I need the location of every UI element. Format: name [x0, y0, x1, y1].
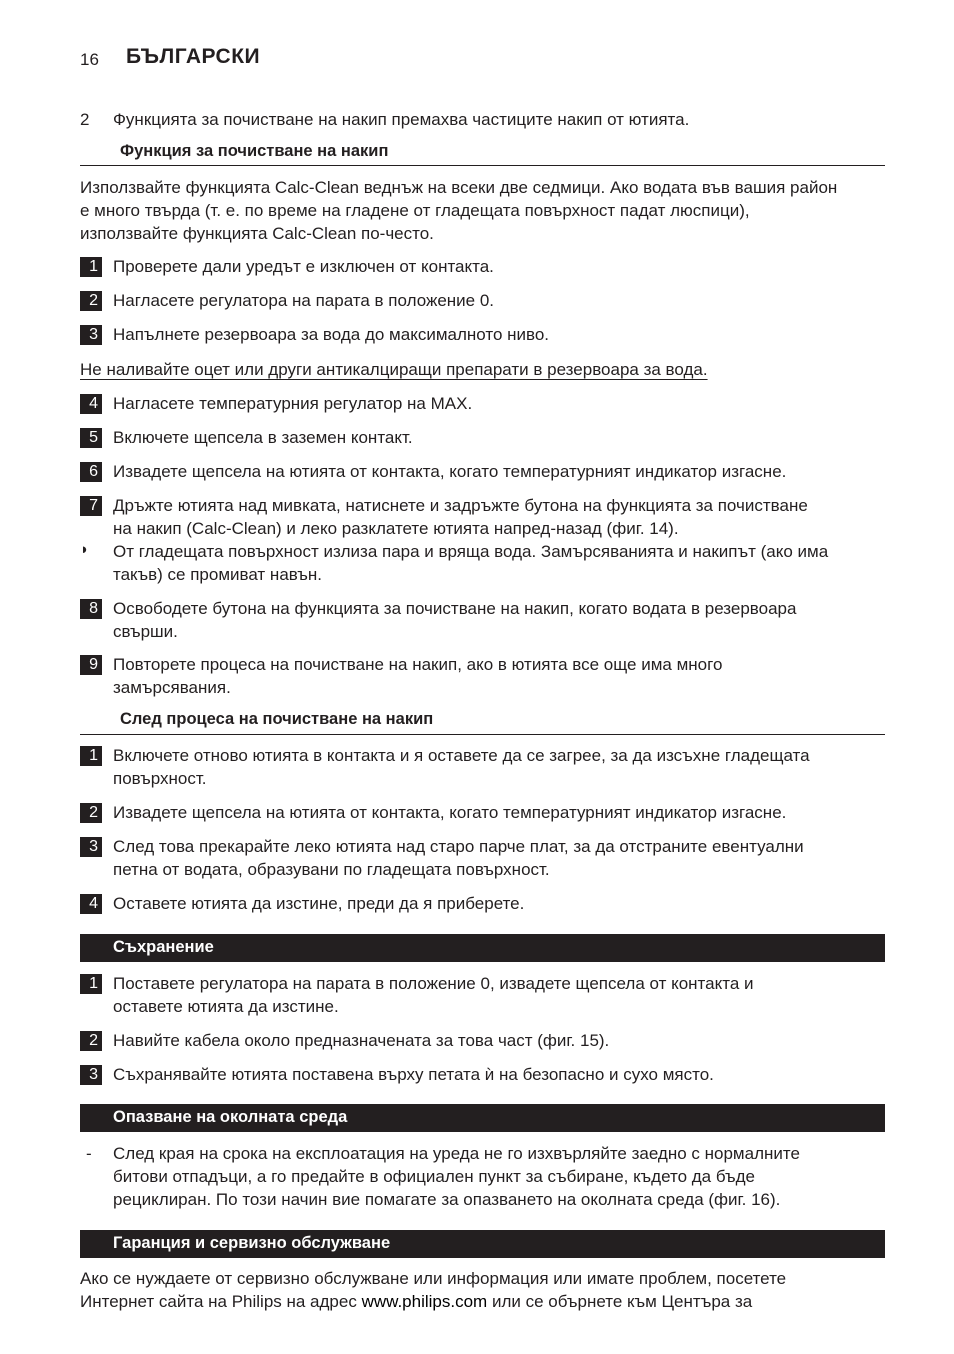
step-number: 9 — [80, 655, 102, 675]
step-text: свърши. — [113, 622, 178, 641]
page-number: 16 — [80, 50, 99, 69]
step-number: 2 — [80, 803, 102, 823]
step-text: на накип (Calc-Clean) и леко разклатете ютията напред-назад (фиг. 14). — [113, 519, 679, 538]
guarantee-heading-bar — [80, 1230, 885, 1258]
step-text: петна от водата, образувани по гладещата повърхност. — [113, 860, 550, 879]
environment-dash: - — [86, 1144, 92, 1163]
text-line: използвайте функцията Calc-Clean по-често. — [80, 224, 434, 243]
section-rule — [80, 165, 885, 166]
step-number: 1 — [80, 746, 102, 766]
text-line: От гладещата повърхност излиза пара и вряща вода. Замърсяванията и накипът (ако има — [113, 542, 829, 561]
section-heading-calc: Функция за почистване на накип — [120, 142, 389, 160]
storage-heading-bar — [80, 934, 885, 962]
intro-number: 2 — [80, 110, 90, 129]
text-line: Използвайте функцията Calc-Clean веднъж на всеки две седмици. Ако водата във вашия район — [80, 178, 838, 197]
step-text: замърсявания. — [113, 678, 231, 697]
storage-heading: Съхранение — [113, 938, 214, 956]
step-number: 1 — [80, 257, 102, 277]
step-number: 5 — [80, 428, 102, 448]
guarantee-line-2 — [80, 1290, 752, 1313]
environment-heading-bar — [80, 1104, 885, 1132]
guarantee-text-after: или се обърнете към Центъра за — [487, 1292, 753, 1311]
step-number: 3 — [80, 1065, 102, 1085]
step-number: 8 — [80, 599, 102, 619]
step-text: Съхранявайте ютията поставена върху петата ѝ на безопасно и сухо място. — [113, 1065, 714, 1084]
result-bullet-icon: ◗ — [80, 541, 90, 558]
text-line: битови отпадъци, а го предайте в официален пункт за събиране, където да бъде — [113, 1167, 756, 1186]
step-number: 3 — [80, 837, 102, 857]
step-text: Нагласете температурния регулатор на MAX. — [113, 394, 473, 413]
step-text: След това прекарайте леко ютията над старо парче плат, за да отстраните евентуални — [113, 837, 804, 856]
step-number: 4 — [80, 394, 102, 414]
step-number: 4 — [80, 894, 102, 914]
section-heading-after: След процеса на почистване на накип — [120, 710, 434, 728]
philips-website-link[interactable]: www.philips.com — [361, 1292, 488, 1311]
step-text: Нагласете регулатора на парата в положение 0. — [113, 291, 495, 310]
step-number: 2 — [80, 291, 102, 311]
text-line: такъв) се промиват навън. — [113, 565, 322, 584]
step-text: повърхност. — [113, 769, 207, 788]
step-text: Освободете бутона на функцията за почистване на накип, когато водата в резервоара — [113, 599, 797, 618]
step-text: Проверете дали уредът е изключен от контакта. — [113, 257, 494, 276]
step-number: 7 — [80, 496, 102, 516]
step-text: Поставете регулатора на парата в положение 0, извадете щепсела от контакта и — [113, 974, 754, 993]
step-text: Навийте кабела около предназначената за това част (фиг. 15). — [113, 1031, 610, 1050]
text-line: е много твърда (т. е. по време на гладене от гладещата повърхност падат люспици), — [80, 201, 750, 220]
step-number: 2 — [80, 1031, 102, 1051]
guarantee-heading: Гаранция и сервизно обслужване — [113, 1234, 391, 1252]
step-text: Включете отново ютията в контакта и я оставете да се загрее, за да изсъхне гладещата — [113, 746, 810, 765]
text-line: рециклиран. По този начин вие помагате за опазването на околната среда (фиг. 16). — [113, 1190, 781, 1209]
page-title: БЪЛГАРСКИ — [126, 45, 261, 68]
step-text: Включете щепсела в заземен контакт. — [113, 428, 413, 447]
intro-text: Функцията за почистване на накип премахва частиците накип от ютията. — [113, 110, 690, 129]
environment-heading: Опазване на околната среда — [113, 1108, 348, 1126]
step-text: оставете ютията да изстине. — [113, 997, 339, 1016]
guarantee-line-1: Ако се нуждаете от сервизно обслужване или информация или имате проблем, посетете — [80, 1269, 787, 1288]
text-line: След края на срока на експлоатация на уреда не го изхвърляйте заедно с нормалните — [113, 1144, 800, 1163]
step-text: Напълнете резервоара за вода до максималното ниво. — [113, 325, 550, 344]
step-text: Извадете щепсела на ютията от контакта, когато температурният индикатор изгасне. — [113, 803, 787, 822]
step-number: 1 — [80, 974, 102, 994]
warning-text: Не наливайте оцет или други антикалциращи препарати в резервоара за вода. — [80, 360, 708, 379]
section-rule — [80, 734, 885, 735]
step-text: Дръжте ютията над мивката, натиснете и задръжте бутона на функцията за почистване — [113, 496, 808, 515]
step-text: Извадете щепсела на ютията от контакта, когато температурният индикатор изгасне. — [113, 462, 787, 481]
step-text: Повторете процеса на почистване на накип, ако в ютията все още има много — [113, 655, 723, 674]
step-text: Оставете ютията да изстине, преди да я приберете. — [113, 894, 525, 913]
guarantee-text-before: Интернет сайта на Philips на адрес — [80, 1292, 362, 1311]
step-number: 6 — [80, 462, 102, 482]
step-number: 3 — [80, 325, 102, 345]
